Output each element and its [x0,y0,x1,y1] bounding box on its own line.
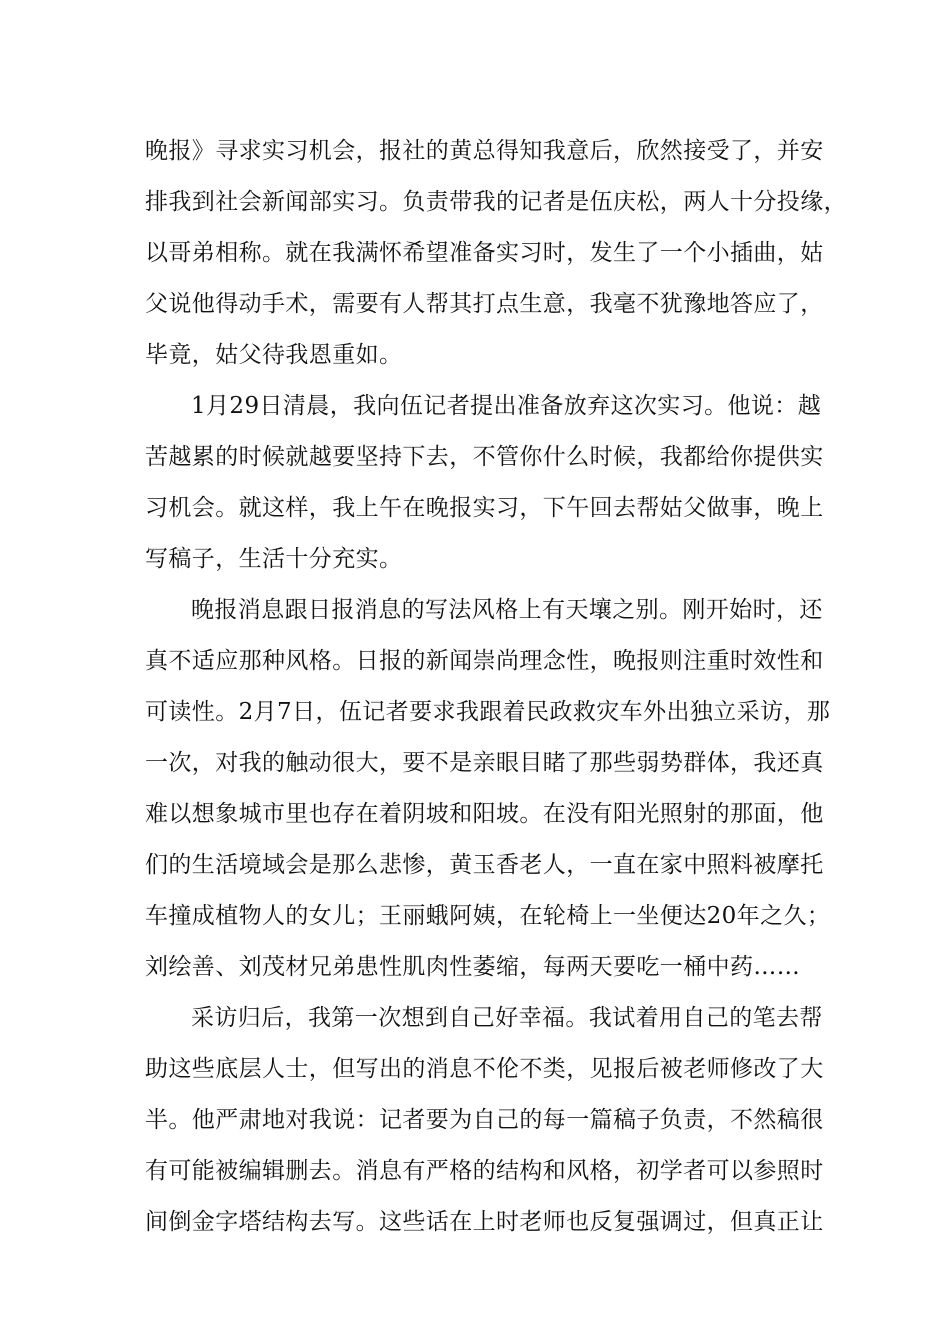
text-line: 真不适应那种风格。日报的新闻崇尚理念性，晚报则注重时效性和 [145,648,824,674]
text-line: 有可能被编辑删去。消息有严格的结构和风格，初学者可以参照时 [145,1158,824,1184]
text-line: 可读性。2月7日，伍记者要求我跟着民政救灾车外出独立采访，那 [145,699,831,725]
text-line: 难以想象城市里也存在着阴坡和阳坡。在没有阳光照射的那面，他 [145,801,824,827]
text-line: 半。他严肃地对我说：记者要为自己的每一篇稿子负责，不然稿很 [145,1107,824,1133]
text-line: 排我到社会新闻部实习。负责带我的记者是伍庆松，两人十分投缘， [145,189,847,215]
paragraph-4 [145,993,824,1248]
text-line: 晚报消息跟日报消息的写法风格上有天壤之别。刚开始时，还 [191,597,823,623]
text-line: 一次，对我的触动很大，要不是亲眼目睹了那些弱势群体，我还真 [145,750,824,776]
paragraph-1 [145,126,847,381]
text-line: 毕竟，姑父待我恩重如。 [145,342,403,368]
document-body [145,126,847,1248]
text-line: 车撞成植物人的女儿；王丽蛾阿姨，在轮椅上一坐便达20年之久； [145,903,831,929]
text-line: 父说他得动手术，需要有人帮其打点生意，我毫不犹豫地答应了， [145,291,824,317]
paragraph-2 [145,381,824,585]
text-line: 助这些底层人士，但写出的消息不伦不类，见报后被老师修改了大 [145,1056,824,1082]
text-line: 1月29日清晨，我向伍记者提出准备放弃这次实习。他说：越 [191,393,822,419]
text-line: 以哥弟相称。就在我满怀希望准备实习时，发生了一个小插曲，姑 [145,240,824,266]
text-line: 间倒金字塔结构去写。这些话在上时老师也反复强调过，但真正让 [145,1209,824,1235]
text-line: 们的生活境域会是那么悲惨，黄玉香老人，一直在家中照料被摩托 [145,852,824,878]
text-line: 习机会。就这样，我上午在晚报实习，下午回去帮姑父做事，晚上 [145,495,824,521]
text-line: 采访归后，我第一次想到自己好幸福。我试着用自己的笔去帮 [191,1005,823,1031]
text-line: 苦越累的时候就越要坚持下去，不管你什么时候，我都给你提供实 [145,444,824,470]
paragraph-3 [145,585,831,993]
text-line: 晚报》寻求实习机会，报社的黄总得知我意后，欣然接受了，并安 [145,138,824,164]
text-line: 刘绘善、刘茂材兄弟患性肌肉性萎缩，每两天要吃一桶中药…… [145,954,801,980]
text-line: 写稿子，生活十分充实。 [145,546,403,572]
